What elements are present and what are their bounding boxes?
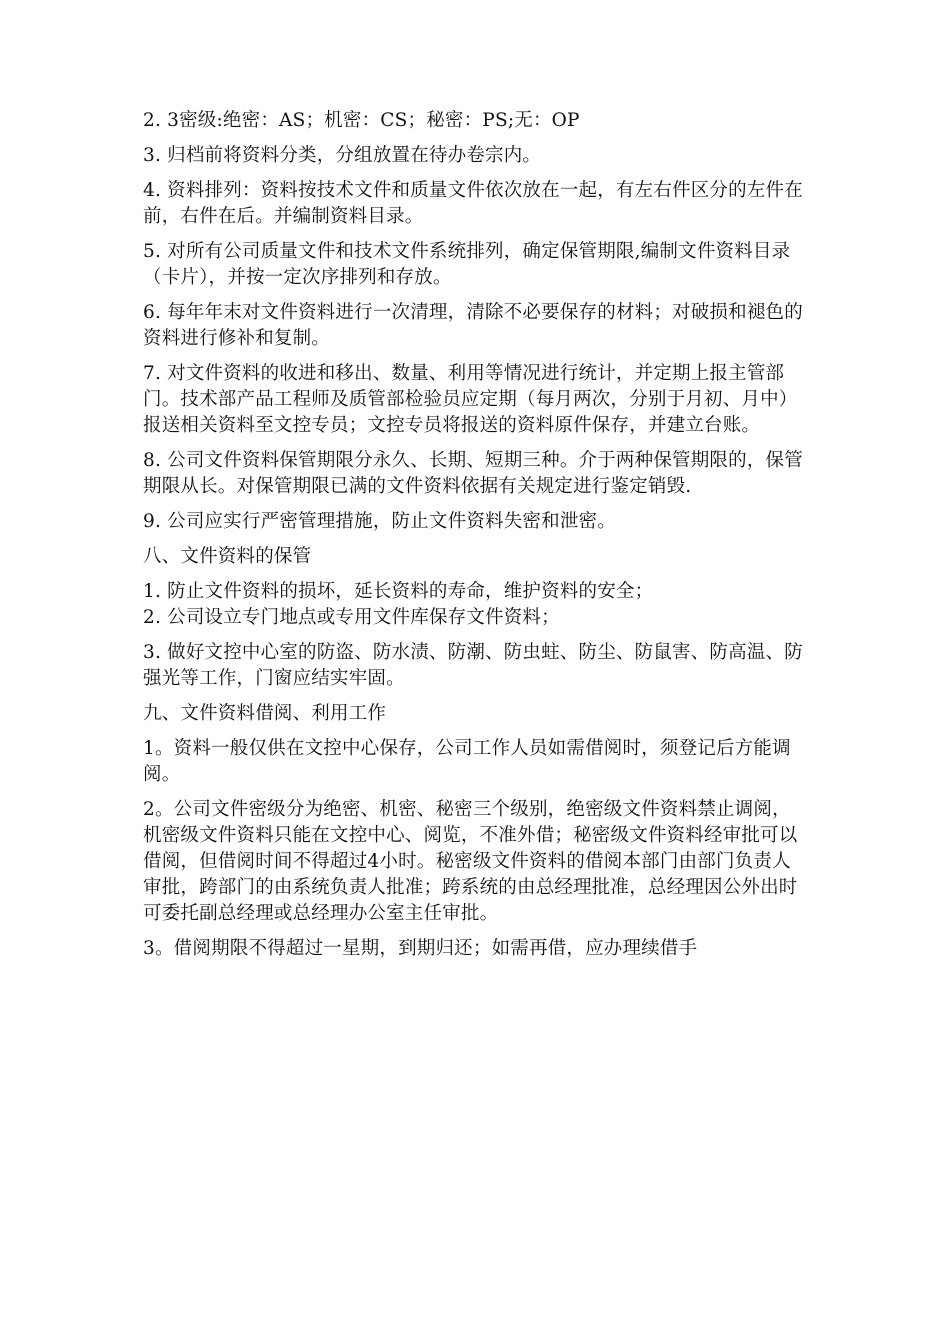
paragraph-borrow-registration: 1。资料一般仅供在文控中心保存，公司工作人员如需借阅时，须登记后方能调阅。 — [143, 738, 791, 785]
paragraph-confidentiality-measures: 9. 公司应实行严密管理措施，防止文件资料失密和泄密。 — [143, 511, 616, 532]
paragraph-classify-before-archive: 3. 归档前将资料分类，分组放置在待办卷宗内。 — [143, 145, 542, 166]
paragraph-protection-measures: 3. 做好文控中心室的防盗、防水渍、防潮、防虫蛀、防尘、防鼠害、防高温、防强光等工作，门窗应结实牢固。 — [143, 642, 803, 689]
paragraph-prevent-damage: 1. 防止文件资料的损坏，延长资料的寿命，维护资料的安全； — [143, 581, 654, 602]
paragraph-annual-cleanup: 6. 每年年末对文件资料进行一次清理，清除不必要保存的材料；对破损和褪色的资料进行修补和复制。 — [143, 302, 803, 349]
paragraph-statistics-reporting: 7. 对文件资料的收进和移出、数量、利用等情况进行统计，并定期上报主管部门。技术部产品工程师及质管部检验员应定期（每月两次，分别于月初、月中）报送相关资料至文控专员；文控专员将报送的资料原件保存，并建立台账。 — [143, 363, 798, 436]
paragraph-dedicated-storage: 2. 公司设立专门地点或专用文件库保存文件资料； — [143, 607, 560, 628]
document-page — [143, 108, 809, 971]
paragraph-secrecy-levels: 2. 3密级:绝密：AS；机密：CS；秘密：PS;无：OP — [143, 110, 580, 131]
paragraph-borrow-period: 3。借阅期限不得超过一星期，到期归还；如需再借，应办理续借手 — [143, 938, 698, 959]
section-heading-storage: 八、文件资料的保管 — [143, 546, 312, 567]
paragraph-retention-period: 8. 公司文件资料保管期限分永久、长期、短期三种。介于两种保管期限的，保管期限从长。对保管期限已满的文件资料依据有关规定进行鉴定销毁. — [143, 450, 803, 497]
paragraph-system-arrangement: 5. 对所有公司质量文件和技术文件系统排列，确定保管期限,编制文件资料目录（卡片），并按一定次序排列和存放。 — [143, 241, 791, 288]
paragraph-document-arrangement: 4. 资料排列：资料按技术文件和质量文件依次放在一起，有左右件区分的左件在前，右件在后。并编制资料目录。 — [143, 180, 803, 227]
paragraph-secrecy-borrow-rules: 2。公司文件密级分为绝密、机密、秘密三个级别，绝密级文件资料禁止调阅，机密级文件资料只能在文控中心、阅览，不准外借；秘密级文件资料经审批可以借阅，但借阅时间不得超过4小时。秘密级文件资料的借阅本部门由部门负责人审批，跨部门的由系统负责人批准；跨系统的由总经理批准，总经理因公外出时可委托副总经理或总经理办公室主任审批。 — [143, 799, 798, 924]
section-heading-borrowing: 九、文件资料借阅、利用工作 — [143, 703, 387, 724]
